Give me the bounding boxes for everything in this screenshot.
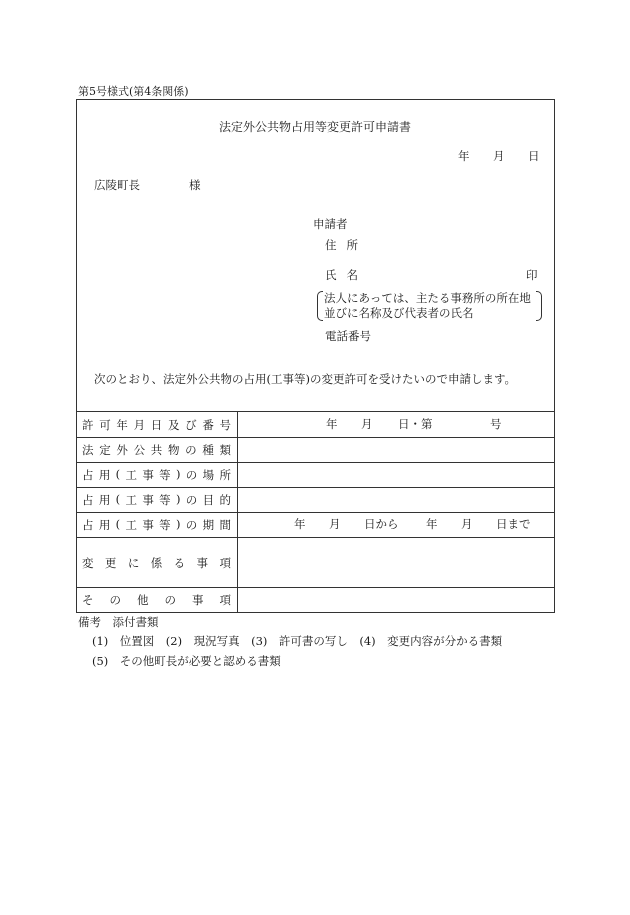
phone-label: 電話番号 — [325, 329, 371, 343]
occupancy-purpose-cell[interactable] — [238, 488, 555, 513]
permit-month-label: 月 — [361, 416, 373, 431]
corp-note-line2: 並びに名称及び代表者の氏名 — [324, 306, 474, 320]
occupancy-period-label: 占 用 ( 工 事 等 ) の 期 間 — [82, 517, 231, 532]
name-label: 氏名 — [325, 268, 368, 282]
corp-note-bracket-left — [317, 291, 323, 321]
notes-line1: (1) 位置図 (2) 現況写真 (3) 許可書の写し (4) 変更内容が分かる書類 — [92, 634, 503, 648]
form-frame — [76, 99, 555, 412]
occupancy-period-cell[interactable] — [238, 513, 555, 538]
application-statement: 次のとおり、法定外公共物の占用(工事等)の変更許可を受けたいので申請します。 — [94, 372, 517, 386]
notes-line2: (5) その他町長が必要と認める書類 — [92, 654, 281, 668]
public-property-type-cell[interactable] — [238, 438, 555, 463]
table-row — [77, 412, 555, 438]
row-label — [77, 412, 238, 438]
row-label — [77, 538, 238, 588]
date-year-label: 年 — [458, 149, 470, 163]
date-month-label: 月 — [493, 149, 505, 163]
change-items-cell[interactable] — [238, 538, 555, 588]
table-row — [77, 538, 555, 588]
date-day-label: 日 — [528, 149, 540, 163]
permit-date-number-label: 許 可 年 月 日 及 び 番 号 — [82, 417, 231, 432]
row-label — [77, 513, 238, 538]
applicant-label: 申請者 — [313, 217, 348, 231]
occupancy-location-label: 占 用 ( 工 事 等 ) の 場 所 — [82, 467, 231, 482]
row-label — [77, 438, 238, 463]
occupancy-purpose-label: 占 用 ( 工 事 等 ) の 目 的 — [82, 492, 231, 507]
other-items-label: そ の 他 の 事 項 — [82, 593, 231, 607]
period-to-month: 月 — [461, 517, 473, 531]
period-to-year: 年 — [426, 517, 438, 531]
change-items-label: 変 更 に 係 る 事 項 — [82, 555, 231, 570]
other-items-cell[interactable] — [238, 588, 555, 613]
addressee-honorific: 様 — [189, 178, 201, 192]
details-table — [76, 411, 555, 613]
page-title: 法定外公共物占用等変更許可申請書 — [218, 120, 411, 134]
row-label — [77, 488, 238, 513]
public-property-type-label: 法 定 外 公 共 物 の 種 類 — [82, 443, 231, 457]
table-row — [77, 513, 555, 538]
addressee-name: 広陵町長 — [94, 178, 140, 192]
permit-year-label: 年 — [326, 416, 338, 431]
period-from-day: 日から — [364, 517, 399, 531]
occupancy-location-cell[interactable] — [238, 463, 555, 488]
period-from-month: 月 — [329, 517, 341, 531]
corp-note-line1: 法人にあっては、主たる事務所の所在地 — [324, 291, 531, 305]
period-from-year: 年 — [294, 517, 306, 531]
address-label: 住所 — [325, 238, 368, 252]
permit-date-number-cell[interactable] — [238, 412, 555, 438]
table-row — [77, 463, 555, 488]
permit-number-label: 号 — [490, 416, 502, 431]
notes-title: 備考 添付書類 — [78, 615, 159, 629]
row-label — [77, 588, 238, 613]
row-label — [77, 463, 238, 488]
table-row — [77, 438, 555, 463]
seal-label: 印 — [526, 268, 538, 282]
corp-note-bracket-right — [536, 291, 542, 321]
form-number: 第5号様式(第4条関係) — [78, 85, 189, 98]
table-row — [77, 488, 555, 513]
permit-day-no-label: 日・第 — [398, 416, 433, 431]
table-row — [77, 588, 555, 613]
period-to-day: 日まで — [496, 517, 531, 531]
